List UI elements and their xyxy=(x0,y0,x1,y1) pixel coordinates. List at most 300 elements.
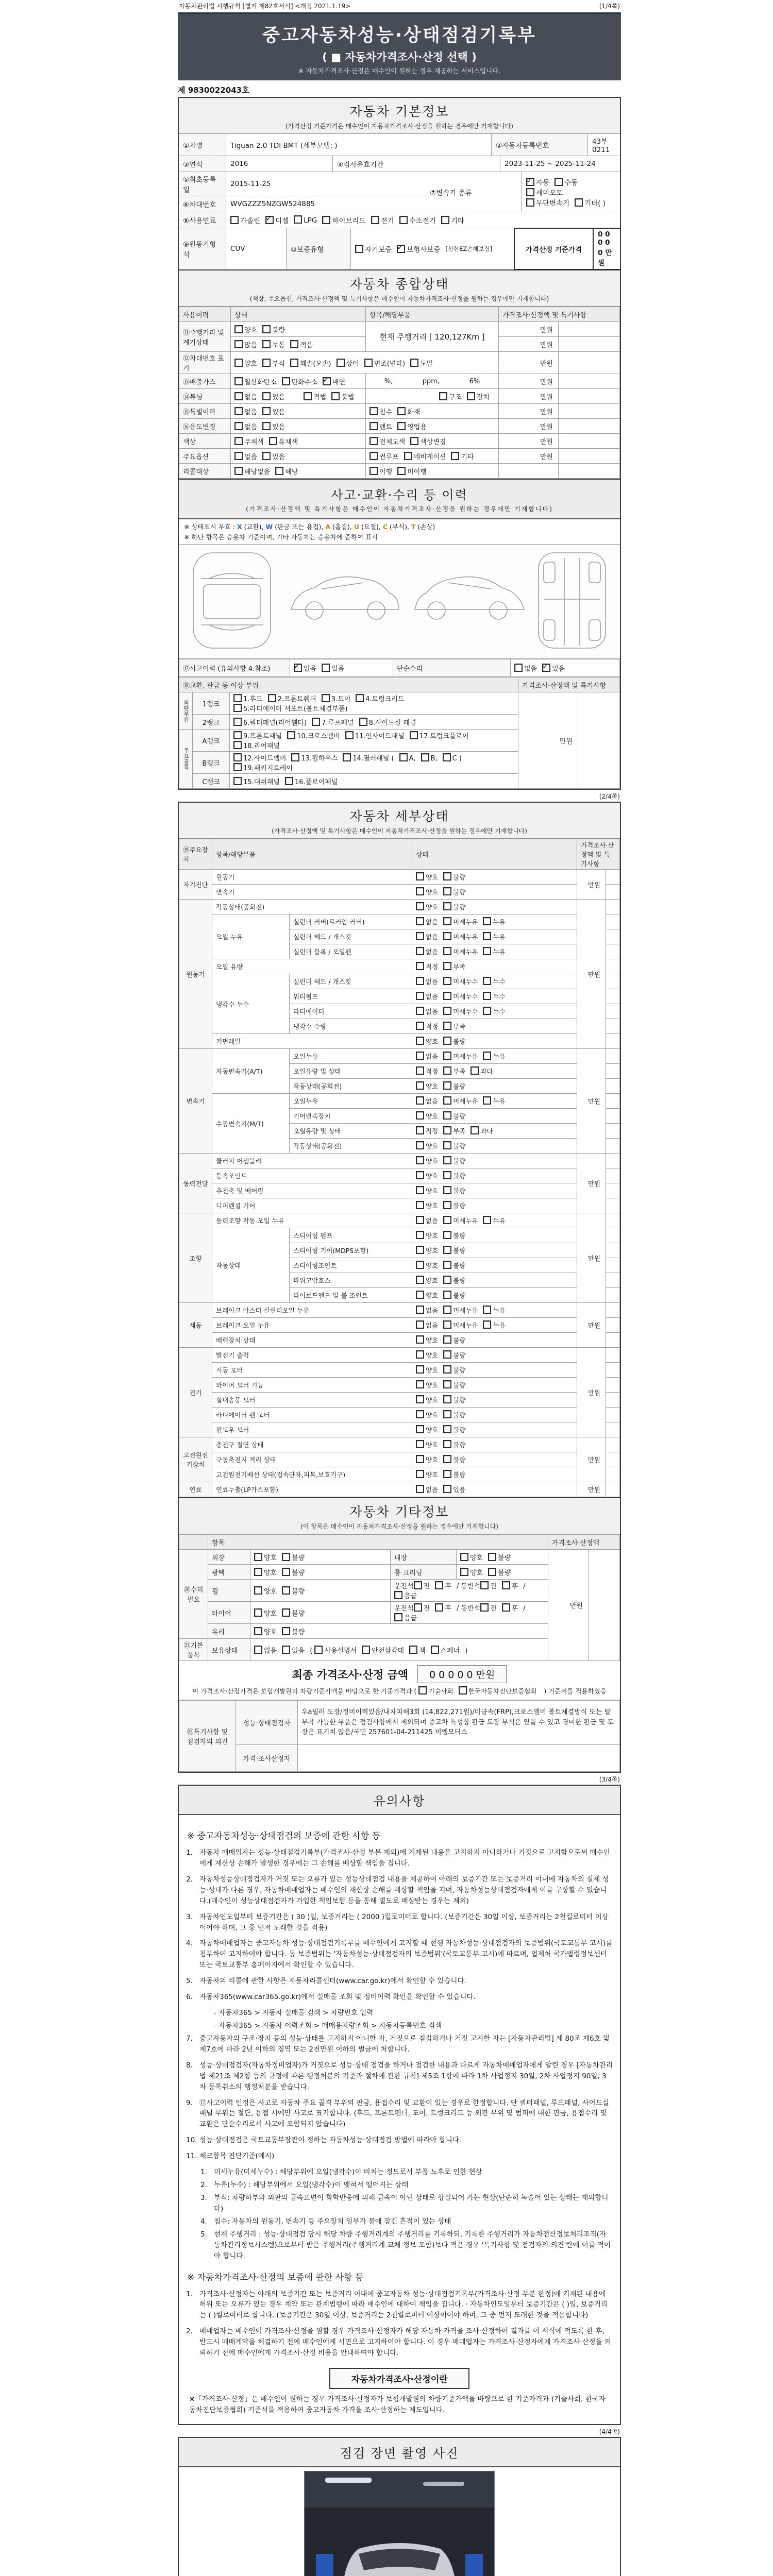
checkbox[interactable] xyxy=(233,718,242,726)
checkbox[interactable] xyxy=(369,452,378,460)
checkbox[interactable] xyxy=(483,1096,491,1105)
checkbox[interactable] xyxy=(416,1455,424,1463)
static-element: 10. xyxy=(186,2136,197,2145)
checkbox[interactable] xyxy=(371,216,379,224)
checkbox[interactable] xyxy=(483,1007,491,1015)
static-element xyxy=(314,1647,468,1655)
checkbox[interactable] xyxy=(285,777,293,785)
table-cell xyxy=(179,1408,620,1422)
checkbox[interactable] xyxy=(314,1646,323,1654)
checkbox[interactable] xyxy=(290,340,298,348)
checkbox[interactable] xyxy=(526,198,534,207)
checkbox[interactable] xyxy=(416,992,424,1000)
static-element xyxy=(460,1567,483,1577)
checkbox-checked[interactable] xyxy=(294,664,302,672)
checkbox[interactable] xyxy=(254,1608,262,1617)
table-cell xyxy=(412,914,577,929)
checkbox[interactable] xyxy=(443,1156,451,1164)
checkbox[interactable] xyxy=(364,359,373,367)
checkbox[interactable] xyxy=(233,704,242,712)
checkbox[interactable] xyxy=(443,917,451,925)
checkbox[interactable] xyxy=(234,422,243,430)
checkbox[interactable] xyxy=(399,216,408,224)
checkbox[interactable] xyxy=(443,1410,451,1418)
checkbox[interactable] xyxy=(416,1425,424,1433)
checkbox[interactable] xyxy=(443,1276,451,1284)
checkbox[interactable] xyxy=(416,1276,424,1284)
checkbox-label: 14.필러패널 ( xyxy=(352,755,394,762)
table-cell xyxy=(179,900,620,914)
checkbox[interactable] xyxy=(416,1037,424,1045)
checkbox[interactable] xyxy=(234,377,243,385)
static-element xyxy=(282,1608,305,1618)
checkbox[interactable] xyxy=(443,1111,451,1120)
checkbox[interactable] xyxy=(294,215,302,224)
checkbox[interactable] xyxy=(443,1007,451,1015)
checkbox[interactable] xyxy=(262,422,271,430)
table-cell: 배력장치 상태 xyxy=(212,1333,412,1348)
checkbox[interactable] xyxy=(416,1171,424,1179)
static-element xyxy=(416,1440,438,1449)
table-cell xyxy=(290,659,393,677)
table-cell xyxy=(412,1437,577,1452)
checkbox[interactable] xyxy=(234,467,243,475)
checkbox[interactable] xyxy=(575,198,583,207)
static-element xyxy=(369,421,392,431)
checkbox-label: 썬루프 xyxy=(379,453,399,461)
table-cell xyxy=(412,870,577,885)
checkbox-checked[interactable] xyxy=(323,377,331,385)
checkbox[interactable] xyxy=(443,1306,451,1314)
checkbox[interactable] xyxy=(514,664,523,672)
checkbox[interactable] xyxy=(416,1261,424,1269)
checkbox[interactable] xyxy=(443,1485,451,1493)
checkbox[interactable] xyxy=(268,694,276,702)
checkbox-label: 양호 xyxy=(426,1202,439,1210)
checkbox[interactable] xyxy=(443,1261,451,1269)
checkbox[interactable] xyxy=(322,694,330,702)
checkbox-label: 디젤 xyxy=(275,217,289,225)
checkbox[interactable] xyxy=(443,872,451,880)
checkbox[interactable] xyxy=(233,741,242,749)
checkbox[interactable] xyxy=(230,216,239,224)
checkbox[interactable] xyxy=(443,947,451,955)
checkbox[interactable] xyxy=(443,962,451,970)
checkbox[interactable] xyxy=(443,1171,451,1179)
checkbox[interactable] xyxy=(416,932,424,940)
checkbox[interactable] xyxy=(480,1603,489,1612)
checkbox[interactable] xyxy=(416,1066,424,1075)
checkbox[interactable] xyxy=(416,1306,424,1314)
static-element xyxy=(443,872,465,882)
checkbox[interactable] xyxy=(416,872,424,880)
checkbox[interactable] xyxy=(359,718,367,726)
checkbox[interactable] xyxy=(416,902,424,910)
checkbox[interactable] xyxy=(443,1350,451,1359)
table-cell: 만원 xyxy=(577,1482,606,1497)
checkbox[interactable] xyxy=(234,392,243,400)
checkbox[interactable] xyxy=(233,753,242,761)
other-info-section xyxy=(178,1497,621,1773)
checkbox[interactable] xyxy=(416,1365,424,1374)
checkbox[interactable] xyxy=(355,245,363,253)
table-cell: 외판부위 xyxy=(179,692,193,730)
table-cell: 수동변속기(M/T) xyxy=(212,1094,290,1154)
checkbox[interactable] xyxy=(416,1485,424,1493)
checkbox[interactable] xyxy=(443,1141,451,1149)
checkbox[interactable] xyxy=(337,359,345,367)
checkbox-label: 가솔린 xyxy=(240,217,261,225)
table-cell: 만원 xyxy=(499,374,559,389)
checkbox[interactable] xyxy=(443,977,451,985)
checkbox[interactable] xyxy=(254,1553,262,1561)
checkbox[interactable] xyxy=(416,887,424,895)
checkbox[interactable] xyxy=(234,340,243,348)
checkbox[interactable] xyxy=(234,325,243,333)
checkbox[interactable] xyxy=(470,1066,479,1075)
checkbox[interactable] xyxy=(416,977,424,985)
checkbox-checked[interactable] xyxy=(397,245,405,253)
table-cell: 사용이력 xyxy=(179,307,231,322)
section-title: 자동차 세부상태 xyxy=(349,809,449,824)
checkbox-label: 양호 xyxy=(426,1411,439,1419)
static-element xyxy=(431,1645,460,1655)
static-element xyxy=(410,436,446,446)
checkbox[interactable] xyxy=(282,1586,290,1595)
checkbox[interactable] xyxy=(262,340,271,348)
checkbox[interactable] xyxy=(488,1553,496,1561)
checkbox[interactable] xyxy=(443,1096,451,1105)
checkbox[interactable] xyxy=(443,1246,451,1254)
checkbox-label: 양호 xyxy=(264,1554,277,1562)
checkbox[interactable] xyxy=(416,1410,424,1418)
checkbox[interactable] xyxy=(282,1553,290,1561)
checkbox[interactable] xyxy=(410,359,418,367)
checkbox[interactable] xyxy=(269,437,277,445)
checkbox[interactable] xyxy=(312,718,320,726)
static-element xyxy=(416,1365,438,1375)
checkbox[interactable] xyxy=(304,392,312,400)
checkbox-label: 부족 xyxy=(453,1023,466,1030)
checkbox[interactable] xyxy=(416,1231,424,1239)
checkbox[interactable] xyxy=(282,1568,290,1576)
checkbox[interactable] xyxy=(416,1022,424,1030)
table-cell xyxy=(412,1408,577,1422)
checkbox[interactable] xyxy=(404,452,412,460)
table-cell xyxy=(412,1183,577,1198)
checkbox[interactable] xyxy=(282,1646,290,1654)
checkbox[interactable] xyxy=(254,1646,262,1654)
checkbox[interactable] xyxy=(443,1186,451,1194)
checkbox[interactable] xyxy=(345,731,354,739)
checkbox[interactable] xyxy=(439,392,447,400)
checkbox[interactable] xyxy=(443,992,451,1000)
static-element: / xyxy=(523,1583,526,1590)
checkbox[interactable] xyxy=(287,731,295,739)
checkbox[interactable] xyxy=(443,1455,451,1463)
checkbox[interactable] xyxy=(416,1111,424,1120)
checkbox[interactable] xyxy=(234,407,243,415)
checkbox[interactable] xyxy=(483,1306,491,1314)
table-cell xyxy=(412,1303,577,1318)
checkbox[interactable] xyxy=(443,1320,451,1329)
checkbox[interactable] xyxy=(421,753,429,761)
checkbox[interactable] xyxy=(416,1186,424,1194)
checkbox[interactable] xyxy=(443,902,451,910)
static-element xyxy=(480,1581,497,1590)
checkbox[interactable] xyxy=(443,1231,451,1239)
checkbox[interactable] xyxy=(435,1581,443,1589)
checkbox[interactable] xyxy=(483,992,491,1000)
checkbox[interactable] xyxy=(431,1646,439,1654)
checkbox-checked[interactable] xyxy=(542,664,550,672)
table-cell xyxy=(412,1258,577,1273)
exchange-panel-table xyxy=(179,677,620,789)
checkbox-label: 불량 xyxy=(453,1157,466,1165)
checkbox[interactable] xyxy=(416,1320,424,1329)
checkbox[interactable] xyxy=(460,1568,468,1576)
table-cell xyxy=(179,1535,208,1550)
checkbox[interactable] xyxy=(483,932,491,940)
checkbox[interactable] xyxy=(416,1201,424,1209)
table-cell xyxy=(457,1550,548,1565)
checkbox[interactable] xyxy=(275,467,283,475)
table-cell xyxy=(606,1154,620,1168)
checkbox-label: 불량 xyxy=(453,1082,466,1090)
checkbox[interactable] xyxy=(443,1291,451,1299)
checkbox[interactable] xyxy=(459,1686,467,1694)
checkbox-label: 양호 xyxy=(426,1396,439,1404)
checkbox[interactable] xyxy=(554,178,563,186)
checkbox[interactable] xyxy=(467,392,475,400)
checkbox[interactable] xyxy=(356,694,364,702)
table-cell xyxy=(606,1467,620,1482)
static-element: 4. xyxy=(200,2217,207,2226)
checkbox[interactable] xyxy=(443,1335,451,1344)
checkbox[interactable] xyxy=(362,1646,370,1654)
checkbox[interactable] xyxy=(416,1007,424,1015)
checkbox[interactable] xyxy=(416,1335,424,1344)
checkbox[interactable] xyxy=(443,1052,451,1060)
table-cell xyxy=(412,1049,577,1064)
checkbox[interactable] xyxy=(416,1395,424,1403)
checkbox[interactable] xyxy=(262,359,271,367)
checkbox-label: 불량 xyxy=(453,1262,466,1269)
checkbox[interactable] xyxy=(416,917,424,925)
checkbox[interactable] xyxy=(451,452,459,460)
checkbox[interactable] xyxy=(414,1581,422,1589)
static-element xyxy=(322,693,351,703)
static-element xyxy=(193,553,271,648)
checkbox[interactable] xyxy=(416,1126,424,1134)
static-element xyxy=(262,325,285,334)
checkbox[interactable] xyxy=(443,1380,451,1388)
checkbox[interactable] xyxy=(441,216,449,224)
checkbox[interactable] xyxy=(470,1126,479,1134)
checkbox[interactable] xyxy=(483,1320,491,1329)
checkbox[interactable] xyxy=(369,467,378,475)
table-cell: 만원 xyxy=(499,389,559,404)
checkbox[interactable] xyxy=(416,962,424,970)
checkbox[interactable] xyxy=(414,1603,422,1612)
checkbox[interactable] xyxy=(416,1350,424,1359)
table-cell xyxy=(412,1094,577,1109)
checkbox[interactable] xyxy=(460,1553,468,1561)
checkbox-label: 누수 xyxy=(493,993,506,1001)
static-element xyxy=(451,451,474,461)
table-cell: 원동기 xyxy=(179,900,212,1049)
detailed-condition-section xyxy=(178,802,621,1498)
checkbox[interactable] xyxy=(443,1440,451,1448)
checkbox[interactable] xyxy=(262,452,271,460)
table-cell xyxy=(606,944,620,959)
checkbox[interactable] xyxy=(416,1291,424,1299)
checkbox[interactable] xyxy=(443,1216,451,1224)
static-element xyxy=(443,992,478,1001)
checkbox[interactable] xyxy=(343,753,351,761)
checkbox[interactable] xyxy=(502,1603,510,1612)
checkbox[interactable] xyxy=(410,437,418,445)
static-element: 1. xyxy=(200,2168,207,2177)
checkbox[interactable] xyxy=(443,932,451,940)
checkbox[interactable] xyxy=(282,377,290,385)
checkbox[interactable] xyxy=(416,947,424,955)
table-cell xyxy=(412,1034,577,1049)
checkbox[interactable] xyxy=(443,1470,451,1478)
checkbox[interactable] xyxy=(443,1201,451,1209)
checkbox[interactable] xyxy=(483,1052,491,1060)
checkbox[interactable] xyxy=(262,392,271,400)
table-cell: 만원 xyxy=(499,404,559,419)
checkbox[interactable] xyxy=(233,763,242,771)
checkbox[interactable] xyxy=(483,1216,491,1224)
checkbox[interactable] xyxy=(416,1216,424,1224)
checkbox[interactable] xyxy=(416,1380,424,1388)
checkbox[interactable] xyxy=(443,1081,451,1090)
checkbox-checked[interactable] xyxy=(526,178,534,186)
table-cell: A랭크 xyxy=(193,730,230,752)
checkbox[interactable] xyxy=(254,1627,262,1635)
checkbox[interactable] xyxy=(331,392,340,400)
checkbox[interactable] xyxy=(282,1608,290,1617)
static-element xyxy=(443,1335,465,1345)
checkbox[interactable] xyxy=(369,407,378,415)
static-element xyxy=(488,1567,511,1577)
static-element xyxy=(502,1581,518,1590)
checkbox[interactable] xyxy=(234,452,243,460)
checkbox[interactable] xyxy=(234,359,243,367)
checkbox[interactable] xyxy=(416,1440,424,1448)
checkbox[interactable] xyxy=(416,1141,424,1149)
checkbox[interactable] xyxy=(254,1586,262,1595)
checkbox[interactable] xyxy=(443,753,451,761)
checkbox[interactable] xyxy=(322,664,330,672)
checkbox[interactable] xyxy=(397,422,406,430)
static-element xyxy=(351,228,514,269)
checkbox[interactable] xyxy=(233,731,242,739)
checkbox[interactable] xyxy=(443,1126,451,1134)
checkbox[interactable] xyxy=(483,917,491,925)
checkbox-label: 양호 xyxy=(426,1351,439,1359)
notice-title: 유의사항 xyxy=(179,1786,620,1815)
checkbox-checked[interactable] xyxy=(265,216,274,224)
checkbox[interactable] xyxy=(290,359,298,367)
checkbox[interactable] xyxy=(483,947,491,955)
checkbox[interactable] xyxy=(416,1081,424,1090)
checkbox[interactable] xyxy=(234,437,243,445)
static-element xyxy=(201,573,263,630)
table-cell xyxy=(606,1318,620,1333)
checkbox-label: 양호 xyxy=(426,1082,439,1090)
checkbox[interactable] xyxy=(394,1591,402,1599)
checkbox[interactable] xyxy=(443,1425,451,1433)
checkbox[interactable] xyxy=(282,1627,290,1635)
checkbox[interactable] xyxy=(254,1568,262,1576)
static-element: 운전석 xyxy=(394,1605,414,1613)
checkbox-label: 미세누수 xyxy=(453,993,478,1001)
checkbox[interactable] xyxy=(233,777,242,785)
static-element xyxy=(443,1201,465,1210)
checkbox[interactable] xyxy=(394,1613,402,1621)
checkbox[interactable] xyxy=(435,1603,443,1612)
checkbox[interactable] xyxy=(291,753,299,761)
checkbox[interactable] xyxy=(262,325,271,333)
table-cell: 등속조인트 xyxy=(212,1168,412,1183)
checkbox[interactable] xyxy=(443,1365,451,1374)
static-element: (요철), xyxy=(359,523,383,531)
checkbox[interactable] xyxy=(233,694,242,702)
checkbox[interactable] xyxy=(416,1156,424,1164)
checkbox[interactable] xyxy=(416,1052,424,1060)
checkbox[interactable] xyxy=(416,1470,424,1478)
checkbox[interactable] xyxy=(502,1581,510,1589)
transmission-label: ⑦변속기 종류 xyxy=(426,172,522,212)
table-cell: 외장 xyxy=(208,1550,250,1565)
checkbox[interactable] xyxy=(397,467,406,475)
table-cell: 만원 xyxy=(499,352,559,374)
checkbox[interactable] xyxy=(409,1646,417,1654)
checkbox[interactable] xyxy=(526,188,534,196)
checkbox-label: 영업용 xyxy=(407,423,427,431)
table-cell: 자기진단 xyxy=(179,870,212,900)
section-subtitle: (이 항목은 매수인이 자동차가격조사·산정을 원하는 경우에만 기재합니다) xyxy=(300,1523,498,1530)
checkbox[interactable] xyxy=(416,1246,424,1254)
checkbox[interactable] xyxy=(483,977,491,985)
checkbox[interactable] xyxy=(443,1022,451,1030)
checkbox[interactable] xyxy=(369,422,378,430)
notice-item xyxy=(186,2098,613,2130)
checkbox[interactable] xyxy=(443,1066,451,1075)
checkbox[interactable] xyxy=(480,1581,489,1589)
checkbox[interactable] xyxy=(262,407,271,415)
checkbox[interactable] xyxy=(410,731,418,739)
checkbox[interactable] xyxy=(443,1395,451,1403)
section-title: 자동차 종합상태 xyxy=(349,277,449,292)
static-element xyxy=(371,215,394,225)
checkbox[interactable] xyxy=(397,407,406,415)
checkbox[interactable] xyxy=(416,1096,424,1105)
static-element xyxy=(443,1037,465,1046)
checkbox[interactable] xyxy=(369,437,378,445)
table-cell xyxy=(366,434,499,449)
checkbox[interactable] xyxy=(322,216,330,224)
checkbox-label: 양호 xyxy=(244,326,258,334)
checkbox[interactable] xyxy=(418,1686,427,1694)
checkbox[interactable] xyxy=(443,1037,451,1045)
checkbox[interactable] xyxy=(488,1568,496,1576)
checkbox[interactable] xyxy=(443,887,451,895)
checkbox[interactable] xyxy=(399,753,408,761)
